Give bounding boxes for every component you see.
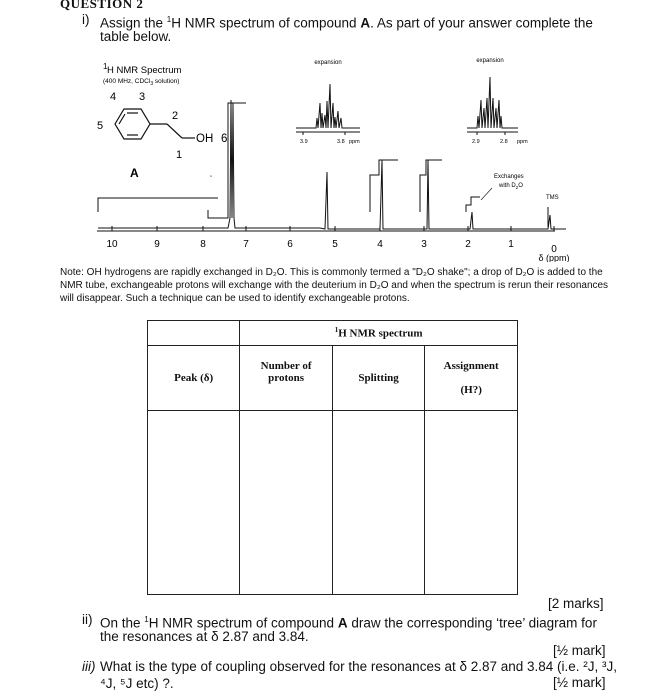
- part-ii-number: ii): [82, 612, 93, 627]
- answer-cell-protons[interactable]: [240, 411, 332, 595]
- exchange-label-line-1: Exchanges: [494, 174, 524, 180]
- atom-number-4: 4: [110, 91, 117, 103]
- col-header-assignment: Assignment (H?): [425, 346, 518, 411]
- spectrum-title-sup: 1: [103, 62, 108, 71]
- oh-label: OH: [196, 133, 214, 145]
- expansion-2-unit: ppm: [517, 139, 528, 145]
- x-tick-6: 6: [287, 239, 293, 250]
- tms-label: TMS: [546, 195, 559, 201]
- expansion-2-tick-a: 2.9: [472, 139, 480, 145]
- d2o-note: Note: OH hydrogens are rapidly exchanged in D₂O. This is commonly termed a "D₂O shake"; a drop of D₂O is added to the NMR tube, exchangeable protons will exchange with the deuterium in D₂O and when the spectrum is rerun their resonances will disappear. Such a technique can be used to identify exchangeable protons.: [60, 267, 609, 304]
- expansion-1-tick-a: 3.9: [300, 139, 308, 145]
- exchange-pointer: [481, 188, 492, 200]
- expansion-label-2: expansion: [476, 58, 504, 64]
- x-tick-9: 9: [154, 239, 160, 250]
- part-ii-line-1: On the $^1$H NMR spectrum of compound A draw the corresponding ‘tree’ diagram for: [100, 615, 597, 631]
- col-header-protons: Number of protons: [240, 346, 332, 411]
- x-tick-2: 2: [465, 239, 471, 250]
- table-title: $^1$H NMR spectrum: [240, 321, 518, 346]
- expansion-1-tick-b: 3.8: [337, 139, 345, 145]
- col-header-peak: Peak (δ): [148, 346, 240, 411]
- x-axis-label: δ (ppm): [538, 253, 570, 262]
- part-iii-number: iii): [82, 659, 96, 674]
- question-heading: QUESTION 2: [60, 0, 144, 11]
- atom-number-5: 5: [97, 120, 104, 132]
- atom-number-1: 1: [176, 149, 183, 161]
- x-tick-5: 5: [332, 239, 338, 250]
- part-i-line-2: table below.: [100, 29, 172, 44]
- x-tick-4: 4: [377, 239, 383, 250]
- expansion-1-unit: ppm: [349, 139, 360, 145]
- spectrum-title: H NMR Spectrum: [107, 65, 182, 76]
- atom-number-3: 3: [139, 91, 146, 103]
- part-iii-line-2: ⁴J, ⁵J etc) ?.: [100, 676, 174, 691]
- compound-label: A: [130, 166, 139, 180]
- x-tick-10: 10: [106, 239, 118, 250]
- exchange-label-line-2: with $D_2O$: [499, 183, 523, 190]
- nmr-spectrum-figure: [0, 0, 666, 262]
- spectrum-subtitle: (400 MHz, CDCl$_3$ solution): [103, 78, 180, 87]
- part-ii-line-2: the resonances at δ 2.87 and 3.84.: [100, 629, 309, 644]
- marks-part-iii: [½ mark]: [553, 675, 606, 690]
- expansion-2-multiplet: [467, 77, 518, 135]
- x-tick-7: 7: [243, 239, 249, 250]
- part-i-number: i): [82, 12, 90, 27]
- part-i-line-1: Assign the $^1$H NMR spectrum of compound A. As part of your answer complete the: [100, 15, 593, 31]
- marks-part-i: [2 marks]: [548, 596, 604, 611]
- x-tick-1: 1: [508, 239, 514, 250]
- atom-number-2: 2: [172, 110, 179, 122]
- marks-part-ii: [½ mark]: [553, 643, 606, 658]
- expansion-1-multiplet: [296, 84, 360, 135]
- answer-cell-peak[interactable]: [148, 411, 240, 595]
- expansion-label-1: expansion: [314, 60, 342, 66]
- part-iii-line-1: What is the type of coupling observed for the resonances at δ 2.87 and 3.84 (i.e. ²J, ³J,: [100, 659, 618, 674]
- x-tick-3: 3: [421, 239, 427, 250]
- x-tick-8: 8: [200, 239, 206, 250]
- nmr-answer-table: [147, 320, 518, 595]
- expansion-2-tick-b: 2.8: [500, 139, 508, 145]
- atom-number-6: 6: [221, 133, 228, 145]
- integration-mark: ⁿ: [210, 174, 212, 180]
- benzene-ring: [115, 109, 195, 139]
- col-header-splitting: Splitting: [332, 346, 425, 411]
- x-tick-0: 0: [551, 244, 557, 255]
- answer-cell-splitting[interactable]: [332, 411, 425, 595]
- answer-cell-assignment[interactable]: [425, 411, 518, 595]
